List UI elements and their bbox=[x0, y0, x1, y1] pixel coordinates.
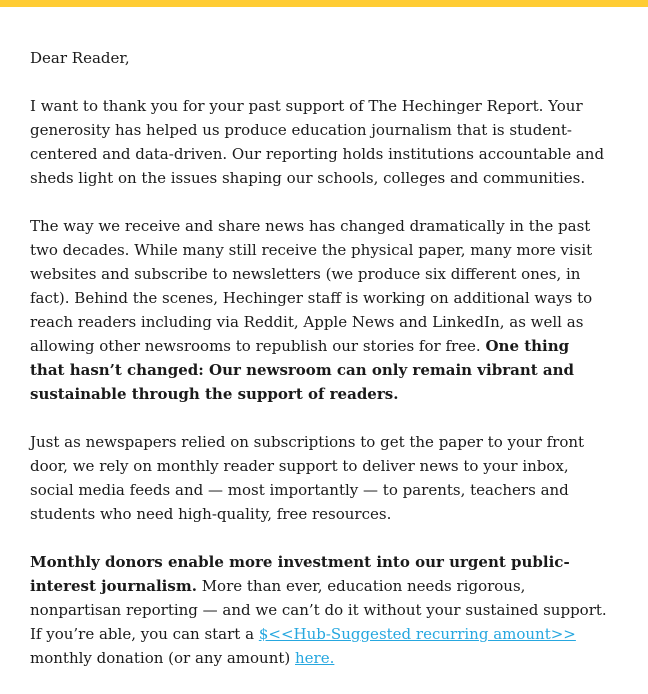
paragraph-news-changes bbox=[30, 214, 608, 406]
paragraph-donate-text-2: monthly donation (or any amount) bbox=[30, 649, 291, 667]
paragraph-donate-emphasis: Monthly donors enable more investment into our urgent public-interest journalism. bbox=[30, 553, 570, 595]
top-accent-bar bbox=[0, 0, 648, 7]
paragraph-news-changes-emphasis: One thing that hasn’t changed: Our newsroom can only remain vibrant and sustainable through the support of readers. bbox=[30, 337, 574, 403]
paragraph-monthly-support: Just as newspapers relied on subscriptions to get the paper to your front door, we rely on monthly reader support to deliver news to your inbox, social media feeds and — most importantly — to parents, teachers and students who need high-quality, free resources. bbox=[30, 433, 585, 523]
paragraph-donate bbox=[30, 550, 608, 670]
letter-body bbox=[30, 46, 608, 694]
paragraph-news-changes-text: The way we receive and share news has changed dramatically in the past two decades. While many still receive the physical paper, many more visit websites and subscribe to newsletters (we produce six different ones, in fact). Behind the scenes, Hechinger staff is working on additional ways to reach readers including via Reddit, Apple News and LinkedIn, as well as allowing other newsrooms to republish our stories for free. bbox=[30, 217, 593, 355]
recurring-amount-link[interactable]: $<<Hub-Suggested recurring amount>> bbox=[258, 625, 576, 643]
paragraph-thanks: I want to thank you for your past support of The Hechinger Report. Your generosity has helped us produce education journalism that is student-centered and data-driven. Our reporting holds institutions accountable and sheds light on the issues shaping our schools, colleges and communities. bbox=[30, 97, 605, 187]
donate-here-link[interactable]: here. bbox=[295, 649, 335, 667]
greeting: Dear Reader, bbox=[30, 49, 130, 67]
paragraph-donate-text: More than ever, education needs rigorous, nonpartisan reporting — and we can’t do it without your sustained support. If you’re able, you can start a bbox=[30, 577, 607, 643]
